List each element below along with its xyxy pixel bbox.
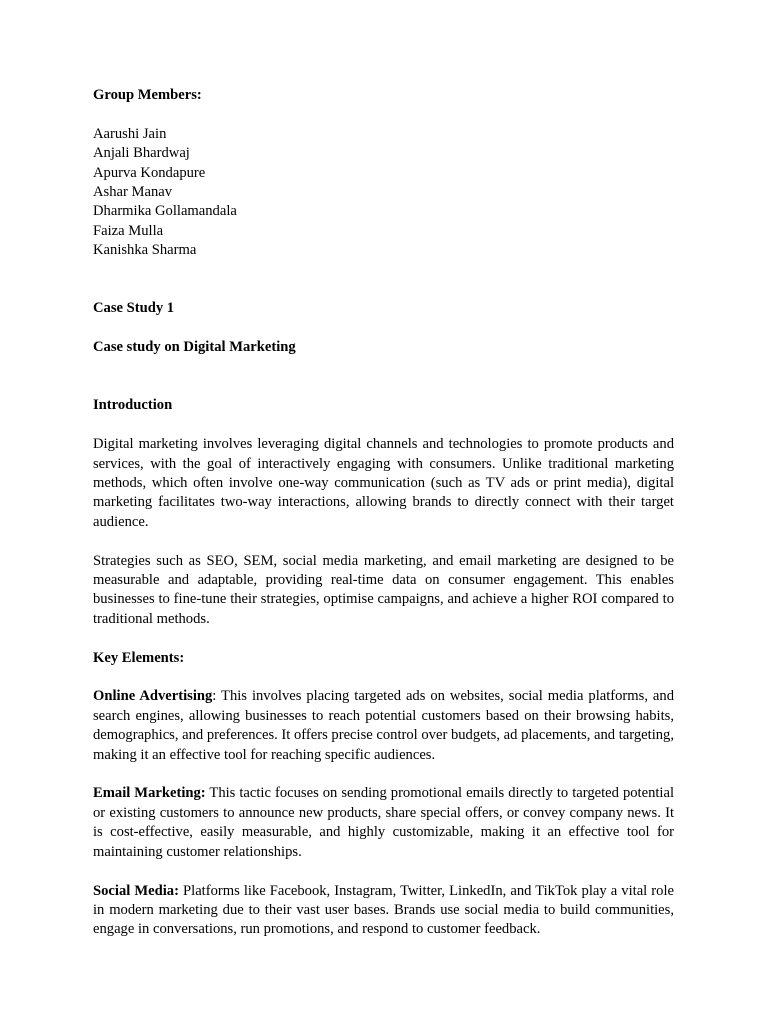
spacer	[93, 416, 674, 435]
intro-paragraph: Strategies such as SEO, SEM, social media marketing, and email marketing are designed to be measurable and adaptable, providing real-time data on consumer engagement. This enables businesses to fine-tune their strategies, optimise campaigns, and achieve a higher ROI compared to traditional methods.	[93, 552, 674, 627]
key-element-title: Email Marketing:	[93, 785, 206, 802]
key-elements-heading: Key Elements:	[93, 649, 185, 666]
member-name: Kanishka Sharma	[93, 242, 197, 259]
key-element-text: Platforms like Facebook, Instagram, Twitter, LinkedIn, and TikTok play a vital role in modern marketing due to their vast user bases. Brands use social media to build communities, engage in conversations, run promotions, and respond to customer feedback.	[93, 882, 674, 938]
spacer	[93, 668, 674, 687]
key-element-title: Online Advertising	[93, 688, 213, 705]
group-members-heading: Group Members:	[93, 87, 202, 103]
spacer	[93, 319, 674, 338]
spacer	[93, 261, 674, 300]
spacer	[93, 358, 674, 397]
intro-paragraph: Digital marketing involves leveraging digital channels and technologies to promote products and services, with the goal of interactively engaging with consumers. Unlike traditional marketing methods, which often involve one-way communication (such as TV ads or print media), digital marketing facilitates two-way interactions, allowing brands to directly connect with their target audience.	[93, 436, 674, 530]
member-name: Ashar Manav	[93, 184, 173, 201]
spacer	[93, 765, 674, 784]
key-element-paragraph	[93, 882, 674, 940]
spacer	[93, 629, 674, 648]
case-study-label: Case Study 1	[93, 300, 175, 317]
spacer	[93, 532, 674, 551]
member-name: Apurva Kondapure	[93, 164, 206, 181]
spacer	[93, 862, 674, 881]
member-list	[93, 125, 674, 261]
key-element-title: Social Media:	[93, 882, 179, 899]
key-element-text: : This involves placing targeted ads on websites, social media platforms, and search engines, allowing businesses to reach potential customers based on their browsing habits, demographics, and preferences. It offers precise control over budgets, ad placements, and targeting, making it an effective tool for reaching specific audiences.	[93, 688, 675, 763]
spacer	[93, 105, 674, 124]
member-name: Faiza Mulla	[93, 222, 164, 239]
introduction-heading: Introduction	[93, 397, 173, 414]
member-name: Dharmika Gollamandala	[93, 203, 237, 220]
member-name: Anjali Bhardwaj	[93, 145, 190, 162]
member-name: Aarushi Jain	[93, 125, 167, 142]
key-element-paragraph	[93, 784, 674, 862]
document-content	[93, 86, 674, 940]
key-element-text: This tactic focuses on sending promotional emails directly to targeted potential or existing customers to announce new products, share special offers, or convey company news. It is cost-effective, easily measurable, and highly customizable, making it an effective tool for maintaining customer relationships.	[93, 785, 675, 860]
case-study-title: Case study on Digital Marketing	[93, 339, 296, 356]
key-element-paragraph	[93, 687, 674, 765]
